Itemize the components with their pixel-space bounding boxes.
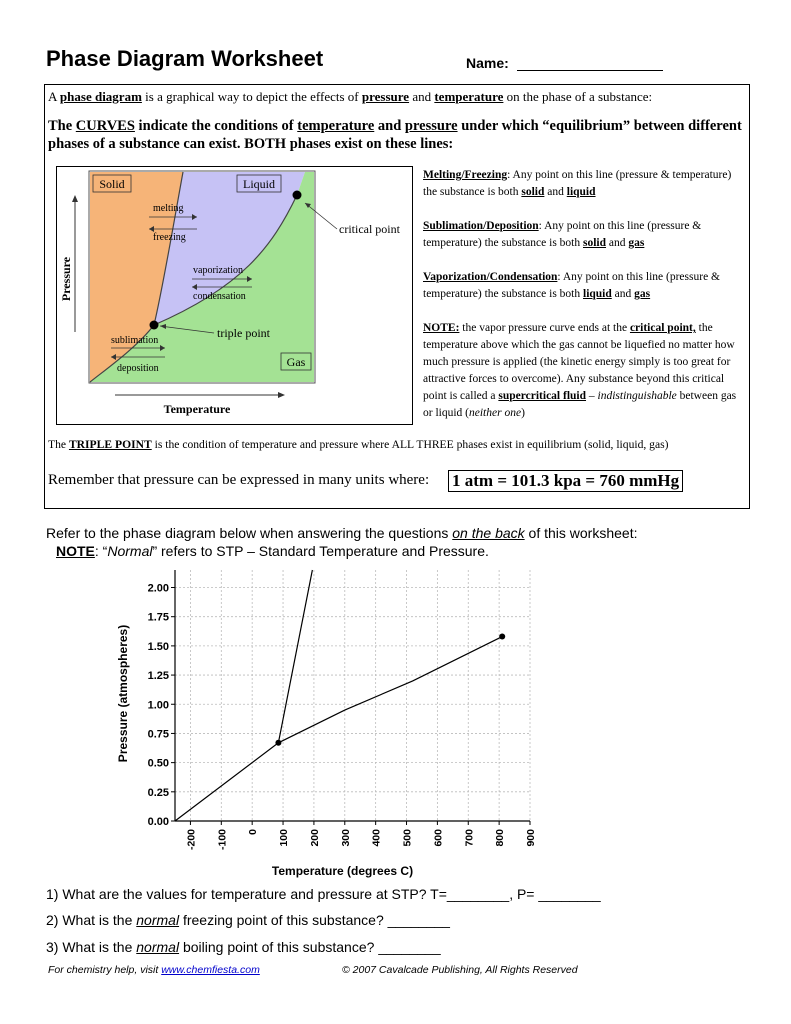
critical-point-note (423, 320, 745, 422)
page-title: Phase Diagram Worksheet (46, 46, 324, 71)
definition-term: gas (634, 288, 651, 300)
triple-point-marker (150, 321, 159, 330)
term-triple-point: TRIPLE POINT (68, 438, 152, 451)
definition-sublimation-deposition (423, 218, 745, 252)
solid-label: Solid (99, 177, 125, 191)
data-point-marker (499, 634, 505, 640)
triple-text: is the condition of temperature and pressure where ALL THREE phases exist in equilibrium (solid, liquid, gas) (154, 438, 669, 451)
note-label: NOTE (56, 543, 95, 559)
definition-term: gas (628, 237, 645, 249)
name-blank[interactable] (517, 70, 663, 71)
x-tick-label: 800 (494, 829, 507, 847)
question-2 (46, 912, 450, 928)
remember-text: Remember that pressure can be expressed in many units where: (48, 472, 430, 488)
definition-text: : Any point on this line (pressure & temperature) the substance is both (423, 220, 702, 249)
y-tick-label: 1.25 (147, 670, 169, 683)
name-label: Name: (466, 55, 509, 71)
curves-text: and (377, 118, 402, 134)
definition-melting-freezing (423, 167, 745, 201)
intro-text: is a graphical way to depict the effects of (145, 89, 359, 104)
question-text: freezing point of this substance? (182, 912, 384, 928)
footer-copyright: © 2007 Cavalcade Publishing, All Rights Reserved (342, 964, 578, 976)
note-text: – (588, 390, 595, 402)
y-tick-label: 1.50 (147, 640, 169, 653)
triple-point-label: triple point (217, 326, 270, 340)
phase-diagram-chart (110, 565, 540, 885)
x-tick-label: 900 (525, 829, 537, 847)
note-emphasis: indistinguishable (597, 390, 677, 402)
definition-term: liquid (583, 288, 612, 300)
x-tick-label: 100 (278, 829, 291, 847)
question-text: 1) What are the values for temperature and pressure at STP? T= (46, 886, 447, 902)
y-tick-label: 0.50 (147, 757, 169, 770)
intro-text: and (412, 89, 432, 104)
question-emphasis: normal (136, 939, 180, 955)
refer-emphasis: on the back (452, 525, 525, 541)
term-supercritical-fluid: supercritical fluid (498, 390, 587, 402)
refer-text: Refer to the phase diagram below when answering the questions (46, 525, 449, 541)
x-tick-label: 700 (463, 829, 476, 847)
term-temperature: temperature (297, 118, 375, 134)
question-emphasis: normal (136, 912, 180, 928)
phase-diagram-illustration (56, 166, 413, 425)
answer-blank-boiling[interactable]: ________ (378, 939, 441, 955)
x-axis-label: Temperature (degrees C) (271, 864, 414, 878)
liquid-label: Liquid (243, 177, 275, 191)
refer-instructions (46, 525, 637, 541)
term-phase-diagram: phase diagram (59, 89, 142, 104)
x-tick-label: -200 (185, 829, 198, 851)
definition-title: Sublimation/Deposition (423, 220, 539, 232)
x-tick-label: 500 (401, 829, 414, 847)
definition-text: : Any point on this line (pressure & temperature) the substance is both (423, 271, 720, 300)
term-pressure: pressure (404, 118, 458, 134)
note-emphasis: neither one (469, 407, 522, 419)
y-tick-label: 1.75 (147, 611, 169, 624)
note-text: ” refers to STP – Standard Temperature and Pressure. (152, 543, 489, 559)
gas-label: Gas (286, 355, 306, 369)
y-tick-label: 1.00 (147, 699, 169, 712)
chart-svg (110, 565, 540, 880)
intro-text: A (48, 89, 57, 104)
refer-text: of this worksheet: (528, 525, 638, 541)
answer-blank-pressure[interactable]: ________ (538, 886, 601, 902)
intro-paragraph (48, 89, 652, 105)
curves-text: The (48, 118, 73, 134)
note-text: the temperature above which the gas cannot be liquefied no matter how much pressure is applied (the kinetic energy simply is too great for attractive forces to overcome). Any substance beyond this critical point is called a (423, 322, 735, 402)
definition-text: and (608, 237, 626, 249)
temperature-axis-label: Temperature (163, 402, 231, 416)
question-text: , P= (509, 886, 535, 902)
question-text: boiling point of this substance? (182, 939, 375, 955)
y-tick-label: 2.00 (147, 582, 169, 595)
y-axis-label: Pressure (atmospheres) (116, 624, 130, 763)
freezing-label: freezing (153, 232, 186, 243)
x-tick-label: -100 (216, 829, 229, 851)
stp-note (56, 543, 489, 559)
definition-text: and (547, 186, 564, 198)
note-label: NOTE: (423, 322, 460, 334)
definition-text: and (614, 288, 632, 300)
curves-text: indicate the conditions of (138, 118, 294, 134)
question-text: 3) What is the (46, 939, 133, 955)
x-tick-label: 200 (308, 829, 321, 847)
pressure-axis-label: Pressure (59, 256, 73, 302)
curves-paragraph (48, 117, 748, 153)
definition-term: liquid (566, 186, 596, 198)
footer-help (48, 964, 260, 976)
question-1 (46, 886, 601, 902)
answer-blank-freezing[interactable]: ________ (387, 912, 450, 928)
x-tick-label: 300 (339, 829, 352, 847)
sublimation-label: sublimation (111, 335, 159, 346)
note-text: the vapor pressure curve ends at the (462, 322, 628, 334)
curves-text: under which “equilibrium” between different phases of a substance can exist. BOTH phases exist on these lines: (48, 118, 742, 152)
definition-term: solid (521, 186, 545, 198)
note-text: : “ (94, 543, 108, 559)
triple-text: The (48, 438, 67, 451)
y-tick-label: 0.75 (147, 728, 169, 741)
definition-vaporization-condensation (423, 269, 745, 303)
answer-blank-temperature[interactable]: ________ (446, 886, 510, 902)
deposition-label: deposition (117, 363, 159, 374)
term-curves: CURVES (75, 118, 135, 134)
term-critical-point: critical point, (629, 322, 696, 334)
definition-title: Vaporization/Condensation (423, 271, 558, 283)
critical-point-label: critical point (339, 222, 400, 236)
phase-line-1 (175, 637, 502, 821)
x-tick-label: 400 (370, 829, 383, 847)
note-text: ) (521, 407, 525, 419)
footer-text: For chemistry help, visit (48, 964, 159, 976)
chemfiesta-link[interactable]: www.chemfiesta.com (161, 964, 260, 976)
definition-text: : Any point on this line (pressure & temperature) the substance is both (423, 169, 732, 198)
condensation-label: condensation (193, 291, 246, 302)
intro-text: on the phase of a substance: (506, 89, 653, 104)
phase-line-2 (278, 570, 312, 743)
term-temperature: temperature (434, 89, 504, 104)
critical-point-marker (293, 191, 302, 200)
melting-label: melting (153, 203, 184, 214)
x-tick-label: 0 (247, 829, 260, 835)
term-pressure: pressure (361, 89, 410, 104)
note-emphasis: Normal (107, 543, 153, 559)
definition-title: Melting/Freezing (423, 169, 508, 181)
data-point-marker (275, 740, 281, 746)
note-text: between gas or liquid ( (423, 390, 737, 419)
question-3 (46, 939, 441, 955)
definition-term: solid (583, 237, 607, 249)
vaporization-label: vaporization (193, 265, 243, 276)
y-tick-label: 0.00 (147, 816, 169, 828)
triple-point-paragraph (48, 438, 669, 451)
unit-conversion-box: 1 atm = 101.3 kpa = 760 mmHg (448, 470, 683, 492)
x-tick-label: 600 (432, 829, 445, 847)
y-tick-label: 0.25 (147, 786, 169, 799)
question-text: 2) What is the (46, 912, 133, 928)
